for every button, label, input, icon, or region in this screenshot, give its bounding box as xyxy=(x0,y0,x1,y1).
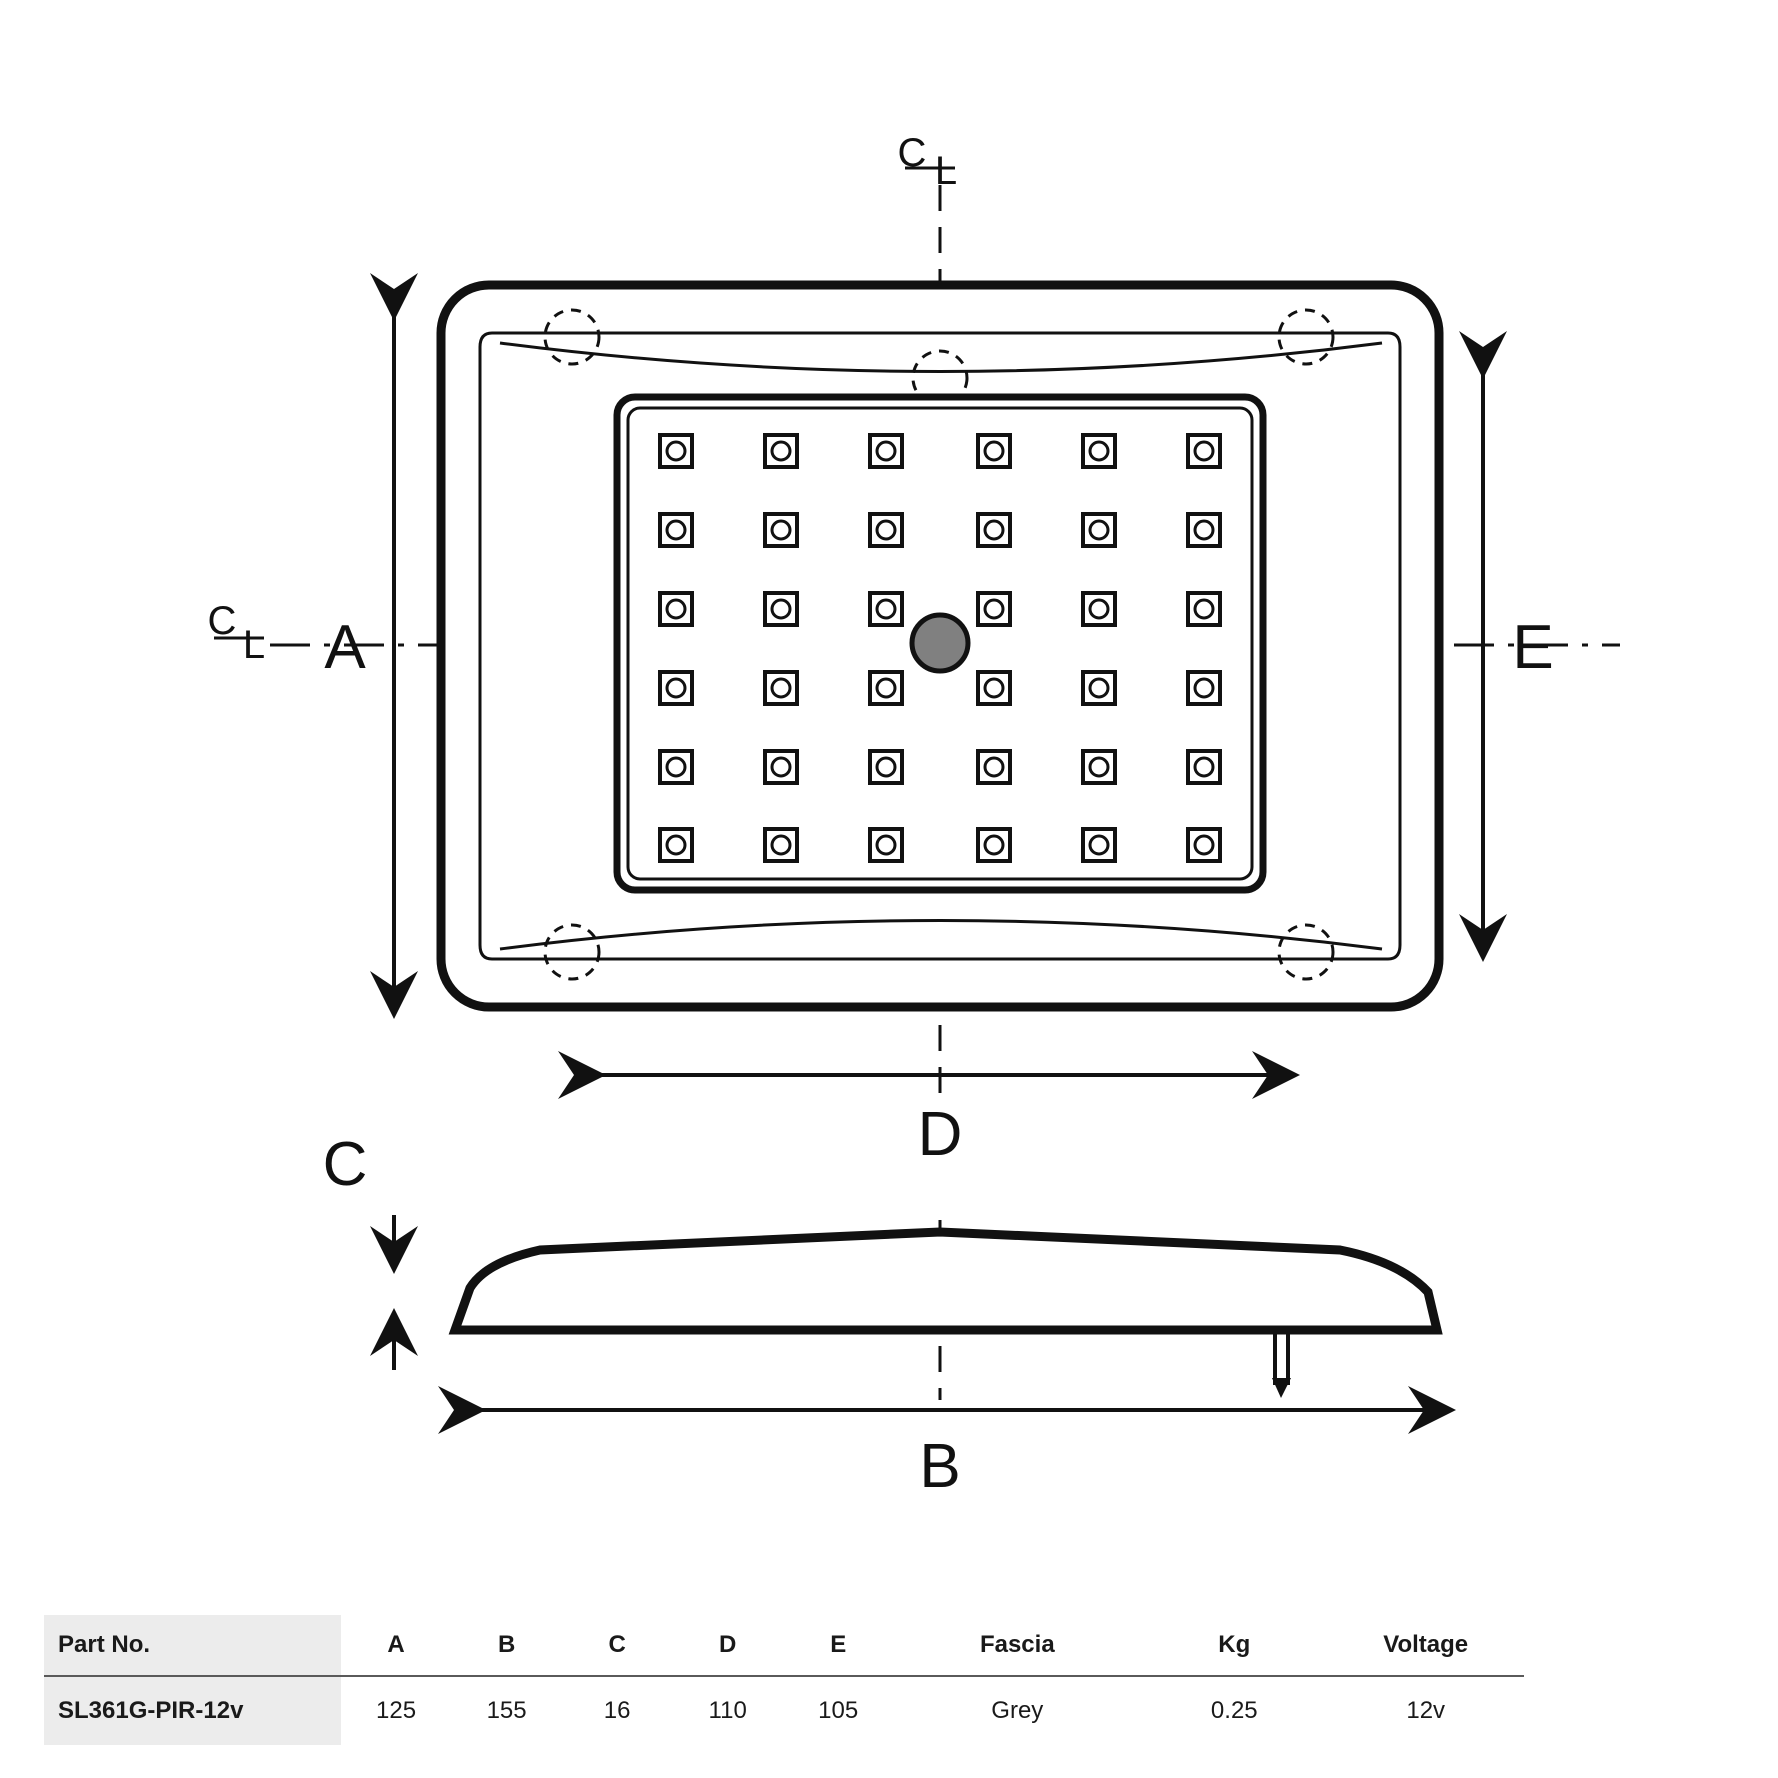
column-header-c: C xyxy=(562,1615,673,1676)
dimension-a-label: A xyxy=(324,613,366,682)
cell-kg: 0.25 xyxy=(1210,1697,1258,1724)
cell-b: 155 xyxy=(486,1697,527,1724)
dimension-b xyxy=(462,1410,1432,1500)
column-header-part-no: Part No. xyxy=(44,1615,341,1676)
specification-table xyxy=(44,1615,1524,1745)
dimension-d xyxy=(582,1075,1276,1169)
table-header-row xyxy=(44,1615,1524,1676)
column-header-a: A xyxy=(341,1615,452,1676)
cell-c: 16 xyxy=(603,1697,631,1724)
front-view xyxy=(441,285,1439,1007)
svg-text:L: L xyxy=(934,149,958,193)
column-header-b: B xyxy=(451,1615,562,1676)
dimension-d-label: D xyxy=(917,1100,963,1169)
centerline-top-symbol xyxy=(898,131,958,193)
table-row xyxy=(44,1676,1524,1745)
cable-exit-icon xyxy=(1272,1332,1291,1398)
side-profile-body xyxy=(455,1232,1437,1330)
side-view xyxy=(455,1232,1437,1398)
svg-text:L: L xyxy=(242,623,266,667)
cell-part-no: SL361G-PIR-12v xyxy=(44,1676,341,1745)
dimension-b-label: B xyxy=(919,1432,961,1500)
dimension-c-label: C xyxy=(322,1130,368,1199)
pir-sensor-icon xyxy=(912,615,968,671)
cell-d: 110 xyxy=(708,1697,747,1724)
dimension-c xyxy=(323,1130,394,1370)
cell-e: 105 xyxy=(818,1697,859,1724)
cell-a: 125 xyxy=(376,1697,417,1724)
cell-fascia: Grey xyxy=(991,1697,1044,1724)
column-header-voltage: Voltage xyxy=(1327,1615,1524,1676)
cell-voltage: 12v xyxy=(1406,1697,1446,1724)
svg-text:C: C xyxy=(207,599,237,643)
column-header-e: E xyxy=(783,1615,894,1676)
column-header-kg: Kg xyxy=(1141,1615,1327,1676)
dimension-e-label: E xyxy=(1512,613,1554,682)
column-header-fascia: Fascia xyxy=(893,1615,1141,1676)
column-header-d: D xyxy=(672,1615,783,1676)
svg-text:C: C xyxy=(897,131,927,175)
centerline-left-symbol xyxy=(208,599,266,667)
